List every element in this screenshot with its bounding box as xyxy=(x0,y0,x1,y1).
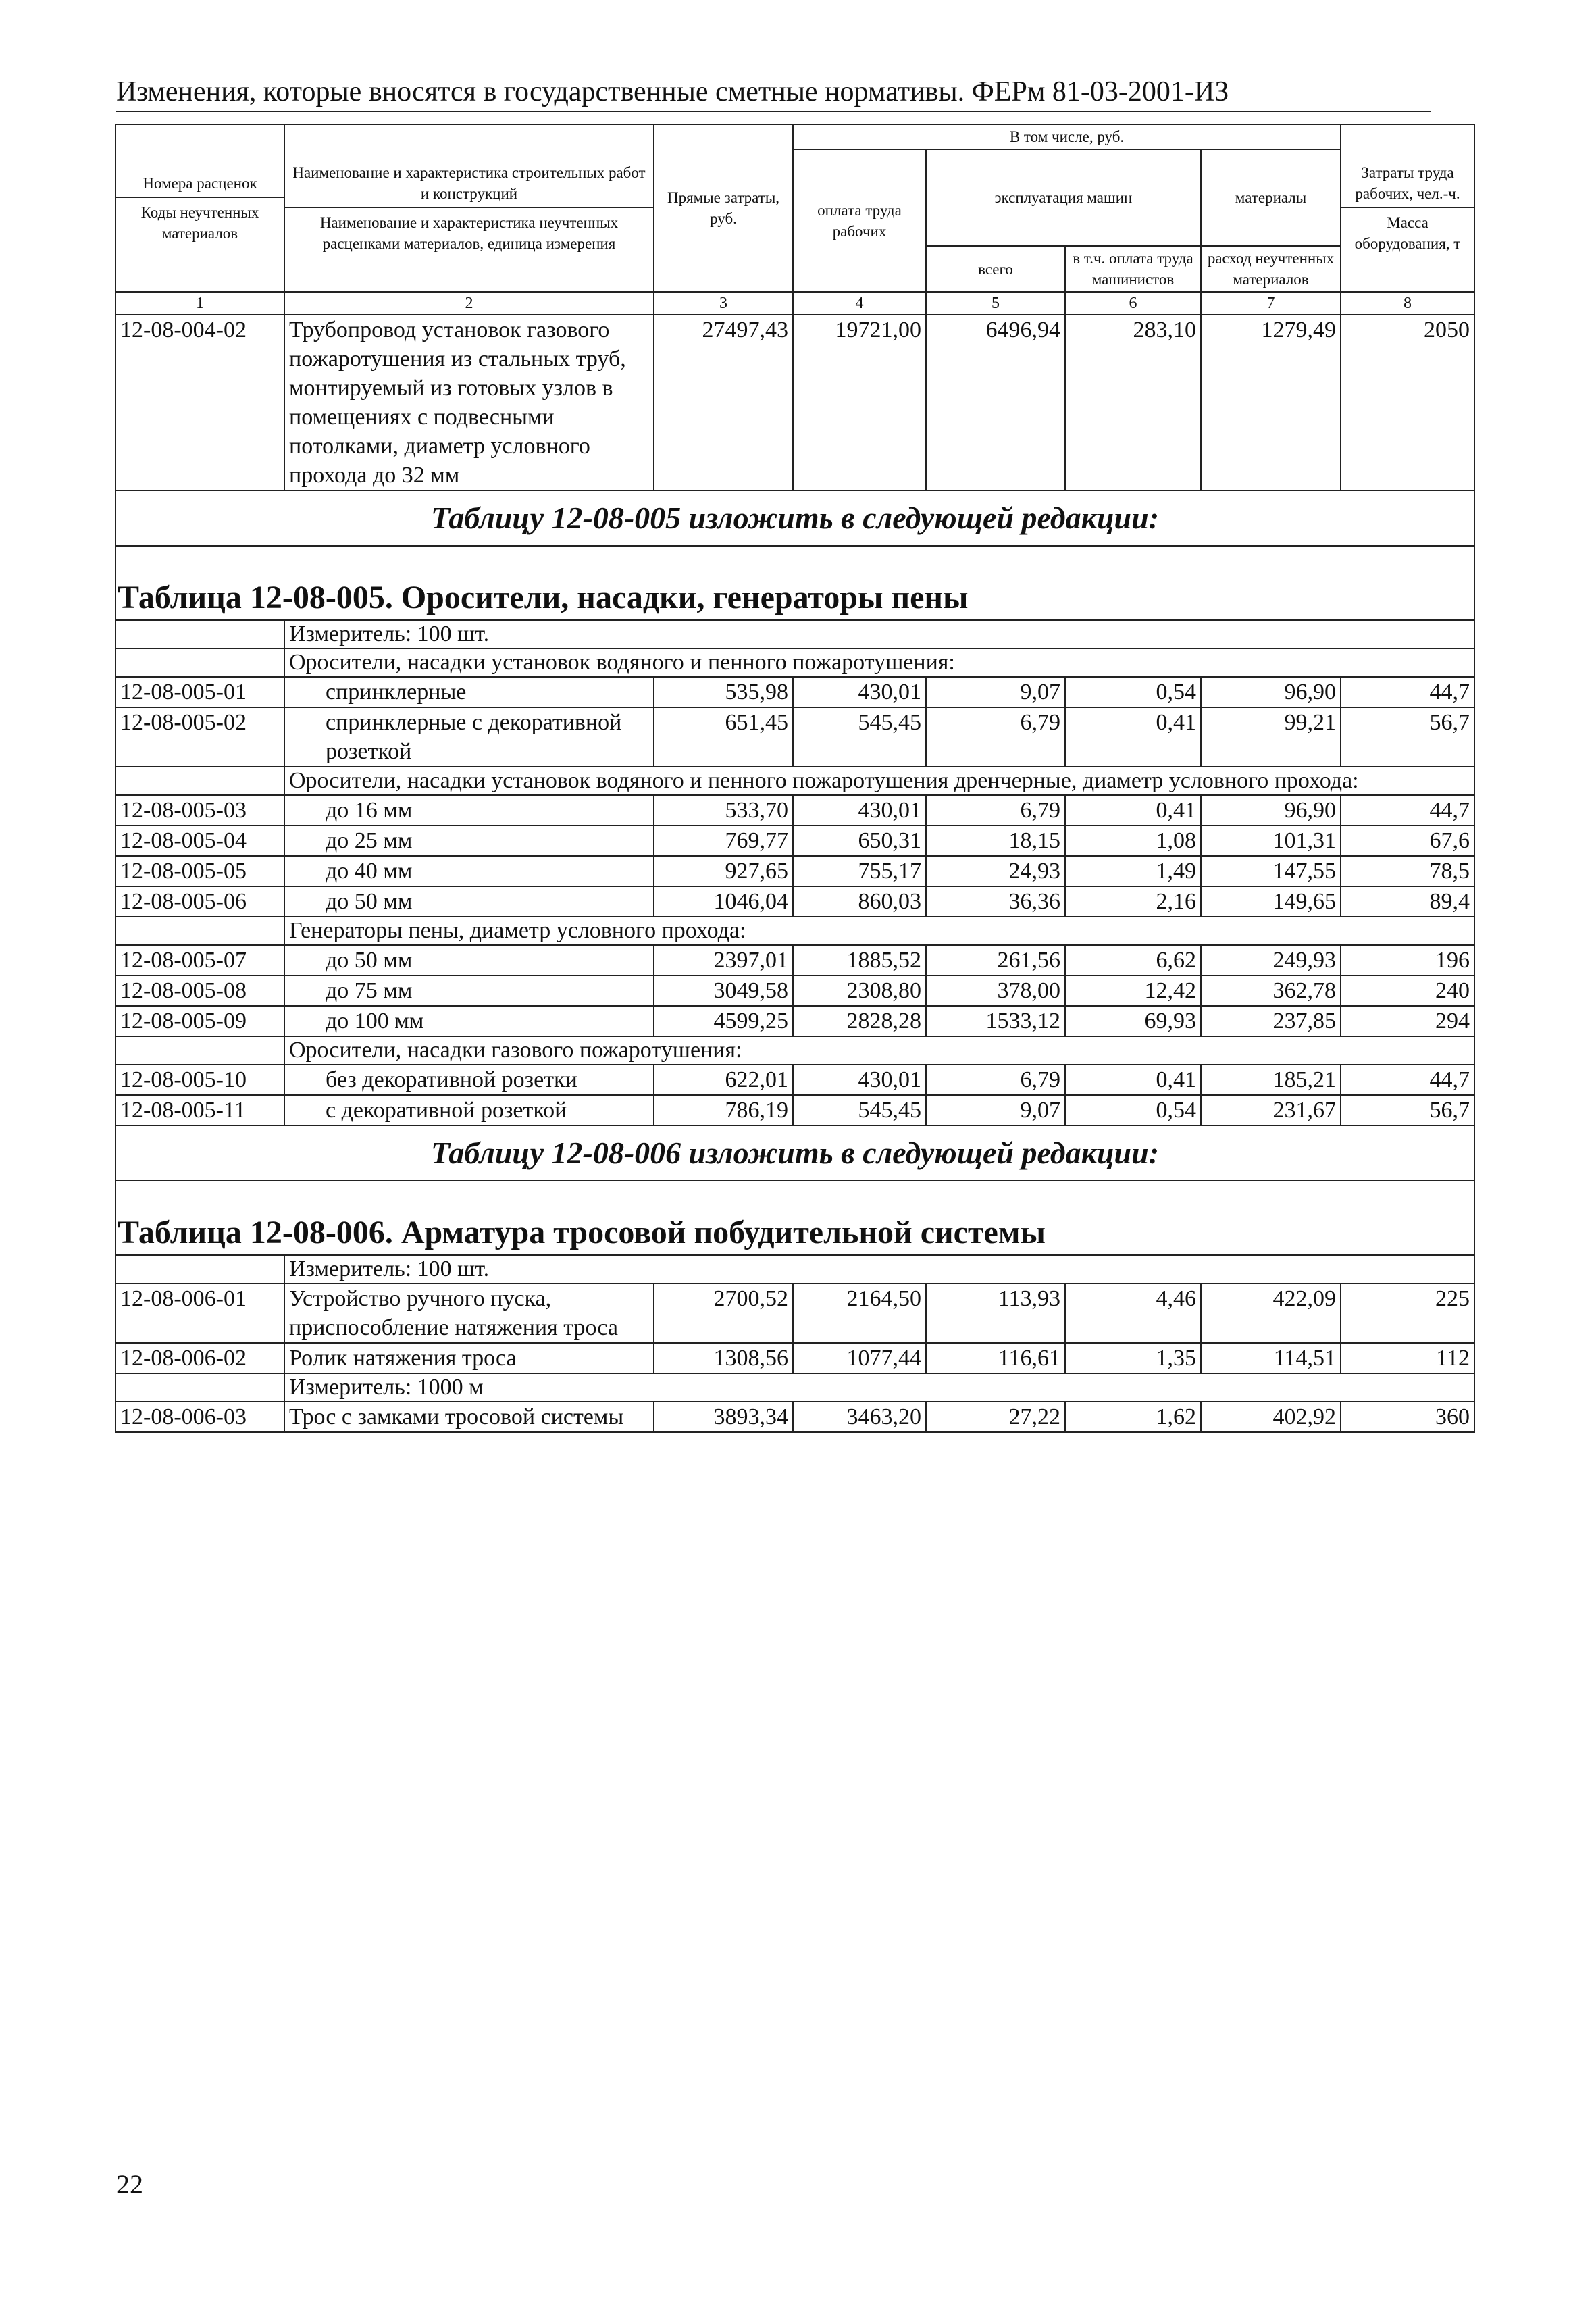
col-header-codes xyxy=(115,124,284,292)
operator-wages: 6,62 xyxy=(1065,945,1201,975)
group-text: Оросители, насадки газового пожаротушения: xyxy=(284,1036,1474,1065)
table-row xyxy=(115,1006,1474,1036)
col-header-name xyxy=(284,124,654,292)
wages: 1077,44 xyxy=(793,1343,926,1373)
unit-row xyxy=(115,1373,1474,1402)
unit-text: Измеритель: 1000 м xyxy=(284,1373,1474,1402)
column-number: 2 xyxy=(284,292,654,315)
col-header-material-usage: расход неучтенных материалов xyxy=(1201,246,1341,292)
operator-wages: 12,42 xyxy=(1065,975,1201,1006)
section-title-text: Таблица 12-08-005. Оросители, насадки, генераторы пены xyxy=(115,546,1474,620)
wages: 2164,50 xyxy=(793,1283,926,1343)
page-header: Изменения, которые вносятся в государственные сметные нормативы. ФЕРм 81-03-2001-ИЗ xyxy=(116,76,1431,112)
labor: 2050 xyxy=(1341,315,1474,490)
direct-costs: 2397,01 xyxy=(654,945,793,975)
table-row xyxy=(115,886,1474,917)
operator-wages: 1,62 xyxy=(1065,1402,1201,1432)
labor: 240 xyxy=(1341,975,1474,1006)
rate-code: 12-08-005-03 xyxy=(115,795,284,825)
machines-total: 1533,12 xyxy=(926,1006,1065,1036)
rate-code: 12-08-005-10 xyxy=(115,1065,284,1095)
direct-costs: 622,01 xyxy=(654,1065,793,1095)
labor: 196 xyxy=(1341,945,1474,975)
section-title xyxy=(115,546,1474,620)
col-header-text: Затраты труда рабочих, чел.-ч. xyxy=(1355,164,1460,202)
wages: 545,45 xyxy=(793,707,926,767)
group-row xyxy=(115,649,1474,677)
rate-code: 12-08-005-04 xyxy=(115,825,284,856)
direct-costs: 786,19 xyxy=(654,1095,793,1125)
work-description: без декоративной розетки xyxy=(284,1065,654,1095)
machines-total: 113,93 xyxy=(926,1283,1065,1343)
table-row xyxy=(115,1402,1474,1432)
work-description: Ролик натяжения троса xyxy=(284,1343,654,1373)
table-row xyxy=(115,1065,1474,1095)
labor: 294 xyxy=(1341,1006,1474,1036)
direct-costs: 769,77 xyxy=(654,825,793,856)
direct-costs: 27497,43 xyxy=(654,315,793,490)
machines-total: 261,56 xyxy=(926,945,1065,975)
col-header-total: всего xyxy=(926,246,1065,292)
operator-wages: 1,35 xyxy=(1065,1343,1201,1373)
materials: 149,65 xyxy=(1201,886,1341,917)
group-row xyxy=(115,767,1474,795)
work-description: спринклерные с декоративной розеткой xyxy=(284,707,654,767)
rate-code: 12-08-005-07 xyxy=(115,945,284,975)
column-number: 4 xyxy=(793,292,926,315)
labor: 44,7 xyxy=(1341,677,1474,707)
unit-row xyxy=(115,620,1474,649)
col-header-text: Масса оборудования, т xyxy=(1341,207,1474,254)
col-header-wages: оплата труда рабочих xyxy=(793,149,926,292)
materials: 402,92 xyxy=(1201,1402,1341,1432)
edit-note-text: Таблицу 12-08-005 изложить в следующей редакции: xyxy=(115,490,1474,546)
col-header-direct-costs: Прямые затраты, руб. xyxy=(654,124,793,292)
materials: 237,85 xyxy=(1201,1006,1341,1036)
group-text: Оросители, насадки установок водяного и пенного пожаротушения: xyxy=(284,649,1474,677)
materials: 96,90 xyxy=(1201,677,1341,707)
group-text: Генераторы пены, диаметр условного прохода: xyxy=(284,917,1474,945)
direct-costs: 3049,58 xyxy=(654,975,793,1006)
operator-wages: 283,10 xyxy=(1065,315,1201,490)
machines-total: 6,79 xyxy=(926,707,1065,767)
work-description: до 50 мм xyxy=(284,886,654,917)
work-description: до 40 мм xyxy=(284,856,654,886)
machines-total: 116,61 xyxy=(926,1343,1065,1373)
direct-costs: 651,45 xyxy=(654,707,793,767)
work-description: Трос с замками тросовой системы xyxy=(284,1402,654,1432)
table-row xyxy=(115,1343,1474,1373)
wages: 2828,28 xyxy=(793,1006,926,1036)
labor: 225 xyxy=(1341,1283,1474,1343)
direct-costs: 3893,34 xyxy=(654,1402,793,1432)
rate-code: 12-08-006-01 xyxy=(115,1283,284,1343)
group-text: Оросители, насадки установок водяного и пенного пожаротушения дренчерные, диаметр условного прохода: xyxy=(284,767,1474,795)
table-row xyxy=(115,795,1474,825)
column-number: 7 xyxy=(1201,292,1341,315)
direct-costs: 2700,52 xyxy=(654,1283,793,1343)
table-row xyxy=(115,975,1474,1006)
direct-costs: 927,65 xyxy=(654,856,793,886)
machines-total: 18,15 xyxy=(926,825,1065,856)
column-number-row xyxy=(115,292,1474,315)
materials: 99,21 xyxy=(1201,707,1341,767)
col-header-group: В том числе, руб. xyxy=(793,124,1341,149)
materials: 114,51 xyxy=(1201,1343,1341,1373)
materials: 96,90 xyxy=(1201,795,1341,825)
machines-total: 36,36 xyxy=(926,886,1065,917)
table-header-row xyxy=(115,124,1474,149)
col-header-text: Коды неучтенных материалов xyxy=(116,197,284,244)
edit-note-text: Таблицу 12-08-006 изложить в следующей редакции: xyxy=(115,1125,1474,1181)
work-description: с декоративной розеткой xyxy=(284,1095,654,1125)
rate-code: 12-08-005-08 xyxy=(115,975,284,1006)
col-header-labor xyxy=(1341,124,1474,292)
operator-wages: 69,93 xyxy=(1065,1006,1201,1036)
labor: 89,4 xyxy=(1341,886,1474,917)
work-description: Трубопровод установок газового пожаротушения из стальных труб, монтируемый из готовых узлов в помещениях с подвесными потолками, диаметр условного прохода до 32 мм xyxy=(284,315,654,490)
wages: 430,01 xyxy=(793,677,926,707)
wages: 545,45 xyxy=(793,1095,926,1125)
wages: 19721,00 xyxy=(793,315,926,490)
rate-code: 12-08-005-01 xyxy=(115,677,284,707)
work-description: до 50 мм xyxy=(284,945,654,975)
rate-code: 12-08-005-06 xyxy=(115,886,284,917)
labor: 67,6 xyxy=(1341,825,1474,856)
direct-costs: 533,70 xyxy=(654,795,793,825)
table-row xyxy=(115,825,1474,856)
operator-wages: 4,46 xyxy=(1065,1283,1201,1343)
wages: 3463,20 xyxy=(793,1402,926,1432)
labor: 360 xyxy=(1341,1402,1474,1432)
machines-total: 6,79 xyxy=(926,795,1065,825)
col-header-operators: в т.ч. оплата труда машинистов xyxy=(1065,246,1201,292)
materials: 185,21 xyxy=(1201,1065,1341,1095)
table-row xyxy=(115,1283,1474,1343)
labor: 44,7 xyxy=(1341,1065,1474,1095)
direct-costs: 4599,25 xyxy=(654,1006,793,1036)
unit-text: Измеритель: 100 шт. xyxy=(284,620,1474,649)
wages: 755,17 xyxy=(793,856,926,886)
work-description: Устройство ручного пуска, приспособление натяжения троса xyxy=(284,1283,654,1343)
wages: 430,01 xyxy=(793,1065,926,1095)
operator-wages: 0,41 xyxy=(1065,707,1201,767)
machines-total: 9,07 xyxy=(926,1095,1065,1125)
work-description: спринклерные xyxy=(284,677,654,707)
materials: 362,78 xyxy=(1201,975,1341,1006)
column-number: 6 xyxy=(1065,292,1201,315)
materials: 101,31 xyxy=(1201,825,1341,856)
rate-code: 12-08-004-02 xyxy=(115,315,284,490)
column-number: 8 xyxy=(1341,292,1474,315)
edit-note xyxy=(115,490,1474,546)
work-description: до 100 мм xyxy=(284,1006,654,1036)
operator-wages: 2,16 xyxy=(1065,886,1201,917)
section-title-text: Таблица 12-08-006. Арматура тросовой побудительной системы xyxy=(115,1181,1474,1255)
col-header-machines: эксплуатация машин xyxy=(926,149,1201,246)
wages: 650,31 xyxy=(793,825,926,856)
machines-total: 378,00 xyxy=(926,975,1065,1006)
column-number: 5 xyxy=(926,292,1065,315)
materials: 249,93 xyxy=(1201,945,1341,975)
labor: 44,7 xyxy=(1341,795,1474,825)
direct-costs: 1046,04 xyxy=(654,886,793,917)
labor: 56,7 xyxy=(1341,707,1474,767)
labor: 56,7 xyxy=(1341,1095,1474,1125)
rate-code: 12-08-006-03 xyxy=(115,1402,284,1432)
work-description: до 16 мм xyxy=(284,795,654,825)
direct-costs: 535,98 xyxy=(654,677,793,707)
group-row xyxy=(115,917,1474,945)
rate-code: 12-08-005-02 xyxy=(115,707,284,767)
column-number: 3 xyxy=(654,292,793,315)
materials: 422,09 xyxy=(1201,1283,1341,1343)
estimate-table xyxy=(115,124,1475,1433)
table-row xyxy=(115,315,1474,490)
rate-code: 12-08-006-02 xyxy=(115,1343,284,1373)
operator-wages: 0,41 xyxy=(1065,795,1201,825)
operator-wages: 0,41 xyxy=(1065,1065,1201,1095)
operator-wages: 1,49 xyxy=(1065,856,1201,886)
col-header-materials: материалы xyxy=(1201,149,1341,246)
column-number: 1 xyxy=(115,292,284,315)
col-header-text: Номера расценок xyxy=(143,174,257,192)
group-row xyxy=(115,1036,1474,1065)
rate-code: 12-08-005-09 xyxy=(115,1006,284,1036)
wages: 430,01 xyxy=(793,795,926,825)
machines-total: 6,79 xyxy=(926,1065,1065,1095)
wages: 860,03 xyxy=(793,886,926,917)
materials: 1279,49 xyxy=(1201,315,1341,490)
machines-total: 27,22 xyxy=(926,1402,1065,1432)
operator-wages: 0,54 xyxy=(1065,1095,1201,1125)
col-header-text: Наименование и характеристика неучтенных расценками материалов, единица измерения xyxy=(285,207,653,254)
wages: 2308,80 xyxy=(793,975,926,1006)
col-header-text: Наименование и характеристика строительных работ и конструкций xyxy=(292,164,646,202)
materials: 231,67 xyxy=(1201,1095,1341,1125)
labor: 78,5 xyxy=(1341,856,1474,886)
operator-wages: 1,08 xyxy=(1065,825,1201,856)
machines-total: 24,93 xyxy=(926,856,1065,886)
operator-wages: 0,54 xyxy=(1065,677,1201,707)
table-row xyxy=(115,677,1474,707)
materials: 147,55 xyxy=(1201,856,1341,886)
edit-note xyxy=(115,1125,1474,1181)
section-title xyxy=(115,1181,1474,1255)
unit-text: Измеритель: 100 шт. xyxy=(284,1255,1474,1283)
rate-code: 12-08-005-05 xyxy=(115,856,284,886)
page-number: 22 xyxy=(116,2169,143,2200)
wages: 1885,52 xyxy=(793,945,926,975)
table-row xyxy=(115,1095,1474,1125)
labor: 112 xyxy=(1341,1343,1474,1373)
direct-costs: 1308,56 xyxy=(654,1343,793,1373)
machines-total: 9,07 xyxy=(926,677,1065,707)
work-description: до 75 мм xyxy=(284,975,654,1006)
unit-row xyxy=(115,1255,1474,1283)
work-description: до 25 мм xyxy=(284,825,654,856)
rate-code: 12-08-005-11 xyxy=(115,1095,284,1125)
machines-total: 6496,94 xyxy=(926,315,1065,490)
table-row xyxy=(115,856,1474,886)
table-row xyxy=(115,707,1474,767)
table-row xyxy=(115,945,1474,975)
